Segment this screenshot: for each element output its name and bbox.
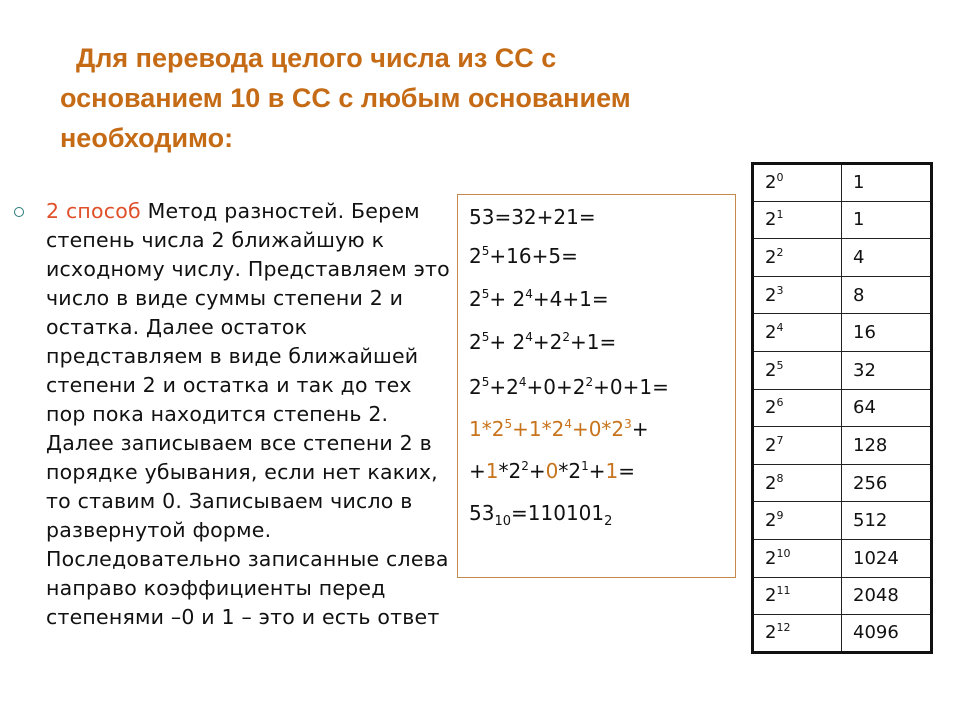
calc-result: $53_{10}=110101_2$ [469, 501, 613, 529]
power-cell: $2^{10}$ [753, 539, 842, 577]
value-cell: 512 [842, 502, 932, 540]
calc-line-2: $2^5+16+5=$ [469, 244, 578, 268]
power-cell: $2^3$ [753, 276, 842, 314]
power-cell: $2^7$ [753, 427, 842, 465]
value-cell: 128 [842, 427, 932, 465]
power-cell: $2^1$ [753, 201, 842, 239]
title-line-2: основанием 10 в СС с любым основанием [60, 83, 631, 113]
table-row [753, 276, 932, 314]
power-cell: $2^8$ [753, 464, 842, 502]
table-row [753, 351, 932, 389]
calc-line-3: $2^5+ 2^4+4+1=$ [469, 287, 609, 311]
title-line-3: необходимо: [60, 123, 234, 153]
power-cell: $2^0$ [753, 164, 842, 202]
title-line-1: Для перевода целого числа из СС с [76, 43, 557, 73]
value-cell: 2048 [842, 577, 932, 615]
table-row [753, 314, 932, 352]
value-cell: 64 [842, 389, 932, 427]
table-row [753, 577, 932, 615]
power-cell: $2^2$ [753, 239, 842, 277]
power-cell: $2^5$ [753, 351, 842, 389]
table-row [753, 164, 932, 202]
method-label: 2 способ [46, 199, 141, 223]
calc-line-6: $1*2^5+1*2^4+0*2^3+$ [469, 417, 649, 441]
value-cell: 4096 [842, 615, 932, 653]
value-cell: 4 [842, 239, 932, 277]
table-row [753, 502, 932, 540]
powers-of-two-table [751, 162, 933, 654]
table-row [753, 239, 932, 277]
power-cell: $2^4$ [753, 314, 842, 352]
value-cell: 8 [842, 276, 932, 314]
table-row [753, 201, 932, 239]
value-cell: 1 [842, 164, 932, 202]
table-row [753, 615, 932, 653]
calculation-box [457, 194, 736, 578]
value-cell: 1 [842, 201, 932, 239]
calc-line-1: 53=32+21= [469, 205, 596, 229]
value-cell: 32 [842, 351, 932, 389]
calc-line-7: $+1*2^2+0*2^1+1=$ [469, 459, 636, 483]
value-cell: 1024 [842, 539, 932, 577]
power-cell: $2^{12}$ [753, 615, 842, 653]
hollow-circle-bullet-icon [14, 207, 24, 217]
power-cell: $2^{11}$ [753, 577, 842, 615]
table-row [753, 389, 932, 427]
power-cell: $2^6$ [753, 389, 842, 427]
calc-line-5: $2^5+2^4+0+2^2+0+1=$ [469, 375, 669, 399]
bullet-text [46, 197, 456, 632]
table-row [753, 427, 932, 465]
table-row [753, 539, 932, 577]
value-cell: 256 [842, 464, 932, 502]
method-text: Метод разностей. Берем степень числа 2 ближайшую к исходному числу. Представляем это число в виде суммы степени 2 и остатка. Далее остаток представляем в виде ближайшей степени 2 и остатка и так до тех пор пока находится степень 2. Далее записываем все степени 2 в порядке убывания, если нет каких, то ставим 0. Записываем число в развернутой форме. Последовательно записанные слева направо коэффициенты перед степенями –0 и 1 – это и есть ответ [46, 199, 450, 629]
calc-line-4: $2^5+ 2^4+2^2+1=$ [469, 330, 617, 354]
slide-title [60, 38, 780, 158]
value-cell: 16 [842, 314, 932, 352]
power-cell: $2^9$ [753, 502, 842, 540]
table-row [753, 464, 932, 502]
